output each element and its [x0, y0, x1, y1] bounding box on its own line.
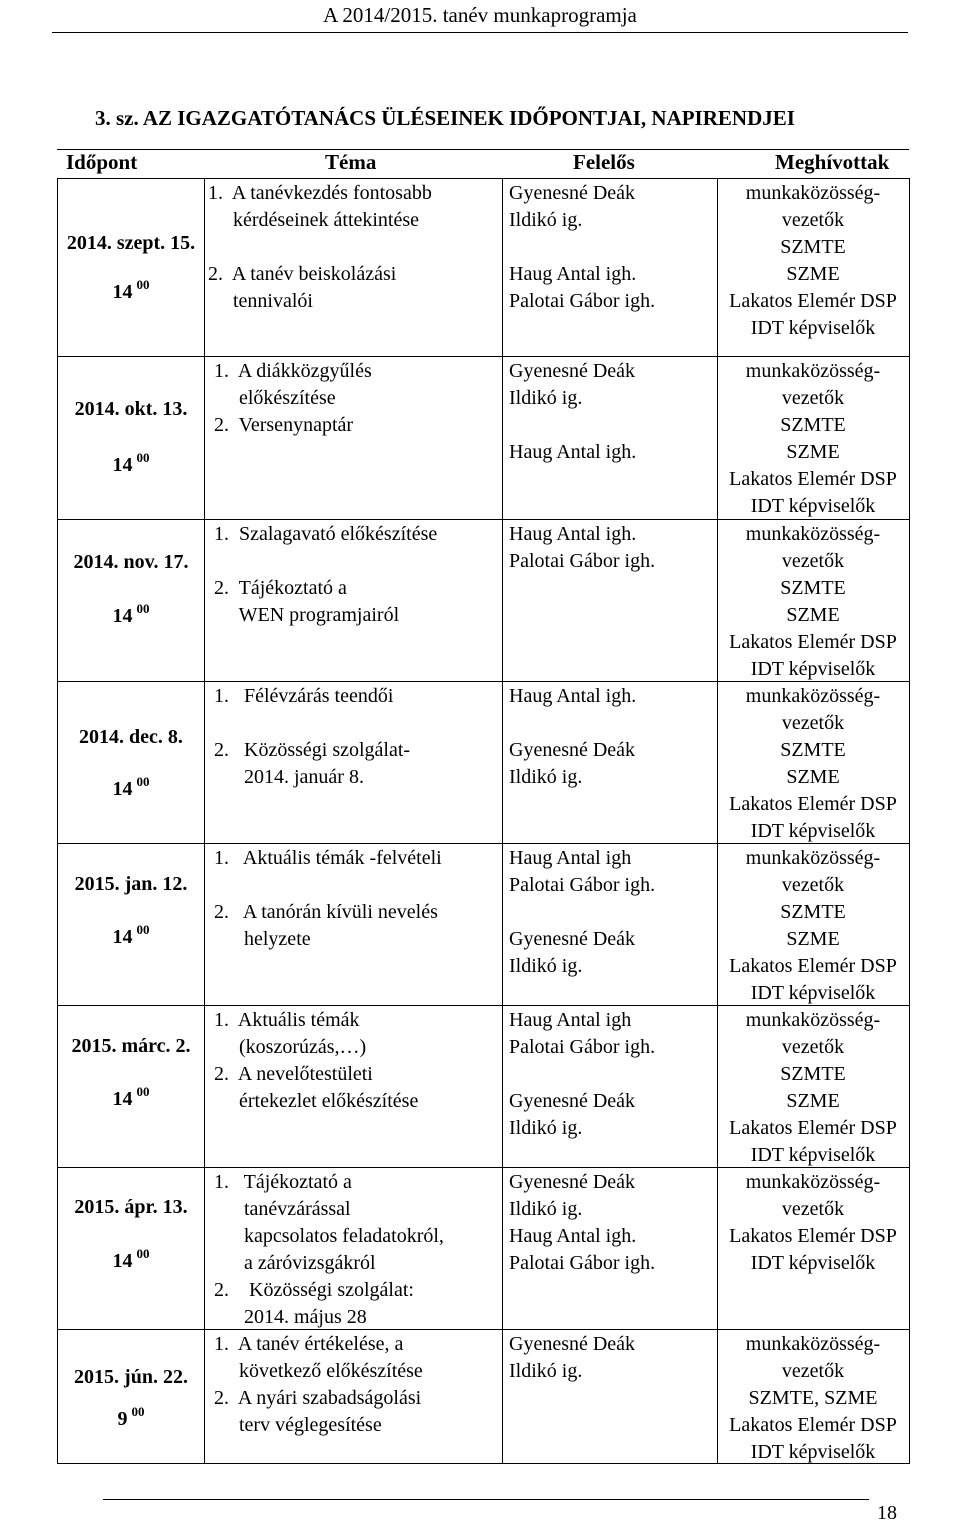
- row-invited: [718, 521, 908, 683]
- invited-item: IDT képviselők: [750, 1441, 876, 1463]
- row-responsible: Gyenesné Deák Ildikó ig. Haug Antal igh. Palotai Gábor igh.: [509, 1171, 656, 1274]
- row-date: 2015. márc. 2.: [71, 1035, 191, 1057]
- row-border: [57, 681, 909, 682]
- invited-item: vezetők: [781, 1360, 845, 1382]
- invited-item: SZMTE: [780, 901, 846, 923]
- row-time: [58, 1246, 204, 1273]
- row-topics: 1. Tájékoztató a tanévzárással kapcsolatos feladatokról, a záróvizsgákról 2. Közösségi szolgálat: 2014. május 28: [214, 1171, 444, 1328]
- row-topics: 1. Aktuális témák -felvételi 2. A tanórán kívüli nevelés helyzete: [214, 847, 442, 950]
- column-header-topic: Téma: [325, 150, 377, 174]
- row-invited: [718, 683, 908, 845]
- row-invited: [718, 1169, 908, 1277]
- row-time: [58, 601, 204, 628]
- row-time-hour: 14: [112, 1250, 133, 1272]
- invited-item: SZME: [786, 441, 840, 463]
- row-time-hour: 14: [112, 454, 133, 476]
- row-time: [58, 450, 204, 477]
- row-invited: [718, 845, 908, 1007]
- row-responsible: Gyenesné Deák Ildikó ig. Haug Antal igh.: [509, 360, 637, 463]
- header-rule: [52, 32, 908, 33]
- row-time-hour: 9: [117, 1408, 128, 1430]
- invited-item: vezetők: [781, 387, 845, 409]
- row-responsible: Haug Antal igh. Palotai Gábor igh.: [509, 523, 656, 572]
- row-border: [57, 519, 909, 520]
- invited-item: vezetők: [781, 1198, 845, 1220]
- row-invited: [718, 180, 908, 342]
- invited-item: IDT képviselők: [750, 495, 876, 517]
- invited-item: Lakatos Elemér DSP: [729, 290, 897, 312]
- row-time-minute: 00: [136, 601, 150, 616]
- invited-item: SZMTE: [780, 577, 846, 599]
- invited-item: Lakatos Elemér DSP: [729, 793, 897, 815]
- invited-item: Lakatos Elemér DSP: [729, 1225, 897, 1247]
- invited-item: munkaközösség-: [745, 1009, 881, 1031]
- row-border: [57, 843, 909, 844]
- row-time-hour: 14: [112, 778, 133, 800]
- column-header-responsible: Felelős: [573, 150, 635, 174]
- column-header-invited: Meghívottak: [775, 150, 890, 174]
- invited-item: IDT képviselők: [750, 820, 876, 842]
- row-time-hour: 14: [112, 605, 133, 627]
- row-date: 2015. ápr. 13.: [74, 1196, 188, 1218]
- invited-item: SZMTE, SZME: [748, 1387, 878, 1409]
- row-time-minute: 00: [136, 922, 150, 937]
- row-border: [57, 1167, 909, 1168]
- row-time-minute: 00: [136, 1084, 150, 1099]
- invited-item: IDT képviselők: [750, 1252, 876, 1274]
- row-responsible: Haug Antal igh. Gyenesné Deák Ildikó ig.: [509, 685, 637, 788]
- header-row-border: [57, 178, 909, 179]
- row-topics: 1. A diákközgyűlés előkészítése 2. Versenynaptár: [214, 360, 372, 436]
- invited-item: munkaközösség-: [745, 847, 881, 869]
- invited-item: SZME: [786, 263, 840, 285]
- row-date: 2014. szept. 15.: [66, 232, 196, 254]
- row-time-hour: 14: [112, 1088, 133, 1110]
- row-time-minute: 00: [136, 1246, 150, 1261]
- row-topics: 1. A tanévkezdés fontosabb kérdéseinek áttekintése 2. A tanév beiskolázási tennivalói: [208, 182, 432, 312]
- row-time: [58, 1084, 204, 1111]
- invited-item: Lakatos Elemér DSP: [729, 631, 897, 653]
- invited-item: IDT képviselők: [750, 1144, 876, 1166]
- column-divider: [502, 178, 503, 1464]
- row-time-minute: 00: [131, 1404, 145, 1419]
- invited-item: vezetők: [781, 550, 845, 572]
- invited-item: SZME: [786, 604, 840, 626]
- row-date: 2014. okt. 13.: [74, 398, 188, 420]
- invited-item: munkaközösség-: [745, 182, 881, 204]
- row-date: 2015. jan. 12.: [74, 873, 188, 895]
- row-responsible: Haug Antal igh Palotai Gábor igh. Gyenesné Deák Ildikó ig.: [509, 847, 656, 977]
- row-date: 2015. jún. 22.: [74, 1366, 188, 1388]
- row-time-hour: 14: [112, 926, 133, 948]
- page-number: 18: [877, 1502, 897, 1524]
- row-time: [58, 774, 204, 801]
- row-border: [57, 1329, 909, 1330]
- invited-item: IDT képviselők: [750, 317, 876, 339]
- row-topics: 1. Félévzárás teendői 2. Közösségi szolgálat- 2014. január 8.: [214, 685, 411, 788]
- row-time: [58, 277, 204, 304]
- row-date: 2014. nov. 17.: [73, 551, 189, 573]
- invited-item: SZMTE: [780, 236, 846, 258]
- invited-item: munkaközösség-: [745, 1333, 881, 1355]
- invited-item: munkaközösség-: [745, 523, 881, 545]
- row-invited: [718, 1331, 908, 1466]
- invited-item: SZMTE: [780, 739, 846, 761]
- invited-item: Lakatos Elemér DSP: [729, 955, 897, 977]
- row-invited: [718, 358, 908, 520]
- invited-item: Lakatos Elemér DSP: [729, 1414, 897, 1436]
- invited-item: munkaközösség-: [745, 1171, 881, 1193]
- invited-item: SZME: [786, 1090, 840, 1112]
- row-border: [57, 356, 909, 357]
- row-time-minute: 00: [136, 450, 150, 465]
- table-border-right: [909, 178, 910, 1464]
- invited-item: SZME: [786, 928, 840, 950]
- invited-item: munkaközösség-: [745, 360, 881, 382]
- row-time-hour: 14: [112, 281, 133, 303]
- invited-item: SZMTE: [780, 414, 846, 436]
- footer-rule: [103, 1499, 869, 1500]
- row-topics: 1. Szalagavató előkészítése 2. Tájékoztató a WEN programjairól: [214, 523, 438, 626]
- column-header-date: Időpont: [66, 150, 138, 174]
- row-time: [58, 1404, 204, 1431]
- invited-item: Lakatos Elemér DSP: [729, 1117, 897, 1139]
- row-responsible: Gyenesné Deák Ildikó ig.: [509, 1333, 636, 1382]
- row-responsible: Gyenesné Deák Ildikó ig. Haug Antal igh. Palotai Gábor igh.: [509, 182, 656, 312]
- row-responsible: Haug Antal igh Palotai Gábor igh. Gyenesné Deák Ildikó ig.: [509, 1009, 656, 1139]
- section-title: 3. sz. AZ IGAZGATÓTANÁCS ÜLÉSEINEK IDŐPONTJAI, NAPIRENDJEI: [95, 106, 795, 130]
- row-time-minute: 00: [136, 277, 150, 292]
- invited-item: vezetők: [781, 712, 845, 734]
- running-header: A 2014/2015. tanév munkaprogramja: [323, 3, 637, 27]
- column-divider: [204, 178, 205, 1464]
- invited-item: IDT képviselők: [750, 982, 876, 1004]
- table-top-border: [57, 149, 909, 150]
- invited-item: IDT képviselők: [750, 658, 876, 680]
- row-topics: 1. A tanév értékelése, a következő előkészítése 2. A nyári szabadságolási terv véglegesítése: [214, 1333, 423, 1436]
- invited-item: vezetők: [781, 1036, 845, 1058]
- row-topics: 1. Aktuális témák (koszorúzás,…) 2. A nevelőtestületi értekezlet előkészítése: [214, 1009, 419, 1112]
- invited-item: munkaközösség-: [745, 685, 881, 707]
- row-invited: [718, 1007, 908, 1169]
- row-time: [58, 922, 204, 949]
- invited-item: Lakatos Elemér DSP: [729, 468, 897, 490]
- row-date: 2014. dec. 8.: [79, 726, 183, 748]
- invited-item: SZMTE: [780, 1063, 846, 1085]
- row-border: [57, 1005, 909, 1006]
- invited-item: SZME: [786, 766, 840, 788]
- row-time-minute: 00: [136, 774, 150, 789]
- invited-item: vezetők: [781, 874, 845, 896]
- invited-item: vezetők: [781, 209, 845, 231]
